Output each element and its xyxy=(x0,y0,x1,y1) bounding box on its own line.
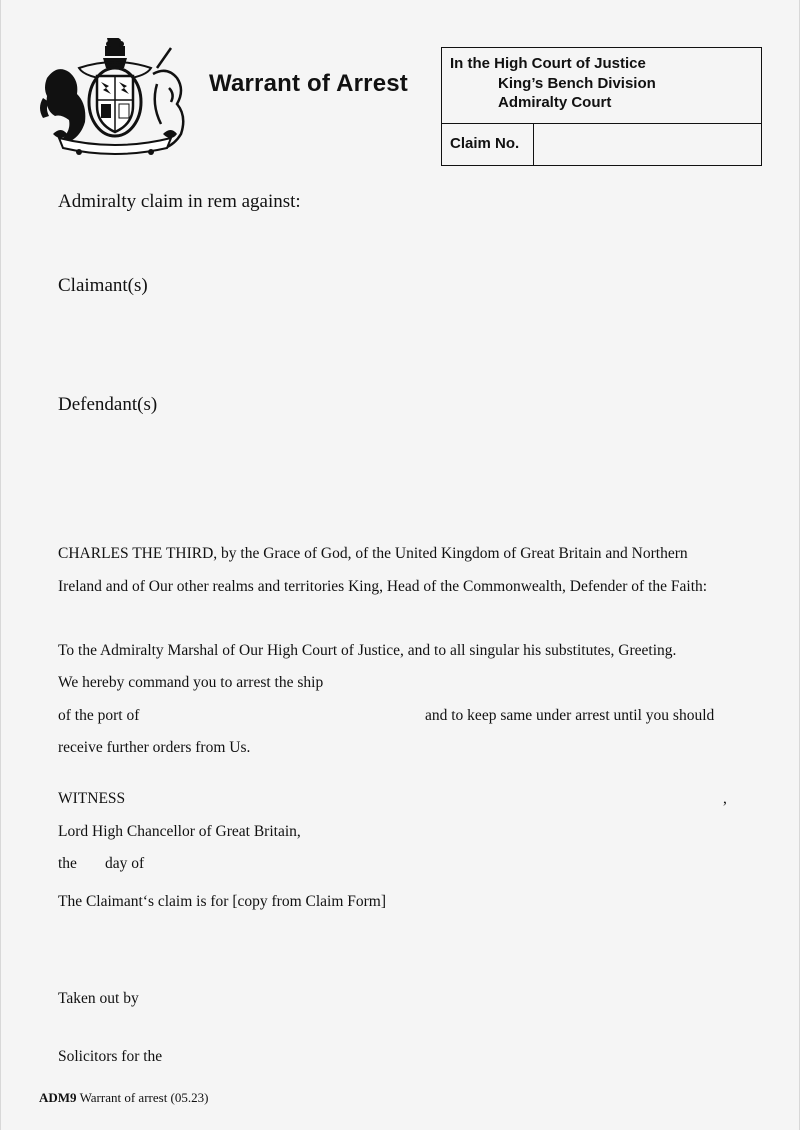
sovereign-line-2: Ireland and of Our other realms and territories King, Head of the Commonwealth, Defender of the Faith: xyxy=(58,578,708,595)
witness-label: WITNESS xyxy=(58,790,126,807)
further-orders-line: receive further orders from Us. xyxy=(58,739,251,756)
taken-out-by: Taken out by xyxy=(58,990,139,1007)
claim-number-label-cell xyxy=(442,124,534,165)
claim-number-field[interactable] xyxy=(534,124,761,165)
court-heading xyxy=(442,48,761,124)
marshal-greeting: To the Admiralty Marshal of Our High Court of Justice, and to all singular his substitutes, Greeting. xyxy=(58,642,677,659)
chancellor-line: Lord High Chancellor of Great Britain, xyxy=(58,823,301,840)
witness-comma: , xyxy=(723,790,727,807)
court-subdivision: Admiralty Court xyxy=(498,94,612,111)
form-title: Warrant of arrest (05.23) xyxy=(79,1090,209,1105)
form-code: ADM9 xyxy=(39,1090,77,1105)
port-label: of the port of xyxy=(58,707,140,724)
court-name: In the High Court of Justice xyxy=(450,55,646,72)
claim-description: The Claimant‘s claim is for [copy from Claim Form] xyxy=(58,893,387,910)
sovereign-line-1: CHARLES THE THIRD, by the Grace of God, of the United Kingdom of Great Britain and Northern xyxy=(58,545,688,562)
arrest-command: We hereby command you to arrest the ship xyxy=(58,674,324,691)
claimant-label: Claimant(s) xyxy=(58,275,148,296)
date-day-of: day of xyxy=(105,855,145,872)
arrest-continuation: and to keep same under arrest until you should xyxy=(425,707,715,724)
court-info-box xyxy=(441,47,762,166)
claim-intro: Admiralty claim in rem against: xyxy=(58,191,301,212)
solicitors-for: Solicitors for the xyxy=(58,1048,163,1065)
claim-number-label: Claim No. xyxy=(450,135,520,152)
form-reference xyxy=(39,1090,208,1106)
date-the: the xyxy=(58,855,77,872)
document-title: Warrant of Arrest xyxy=(209,70,408,97)
royal-coat-of-arms-icon xyxy=(39,38,191,158)
defendant-label: Defendant(s) xyxy=(58,394,158,415)
court-division: King’s Bench Division xyxy=(498,75,656,92)
